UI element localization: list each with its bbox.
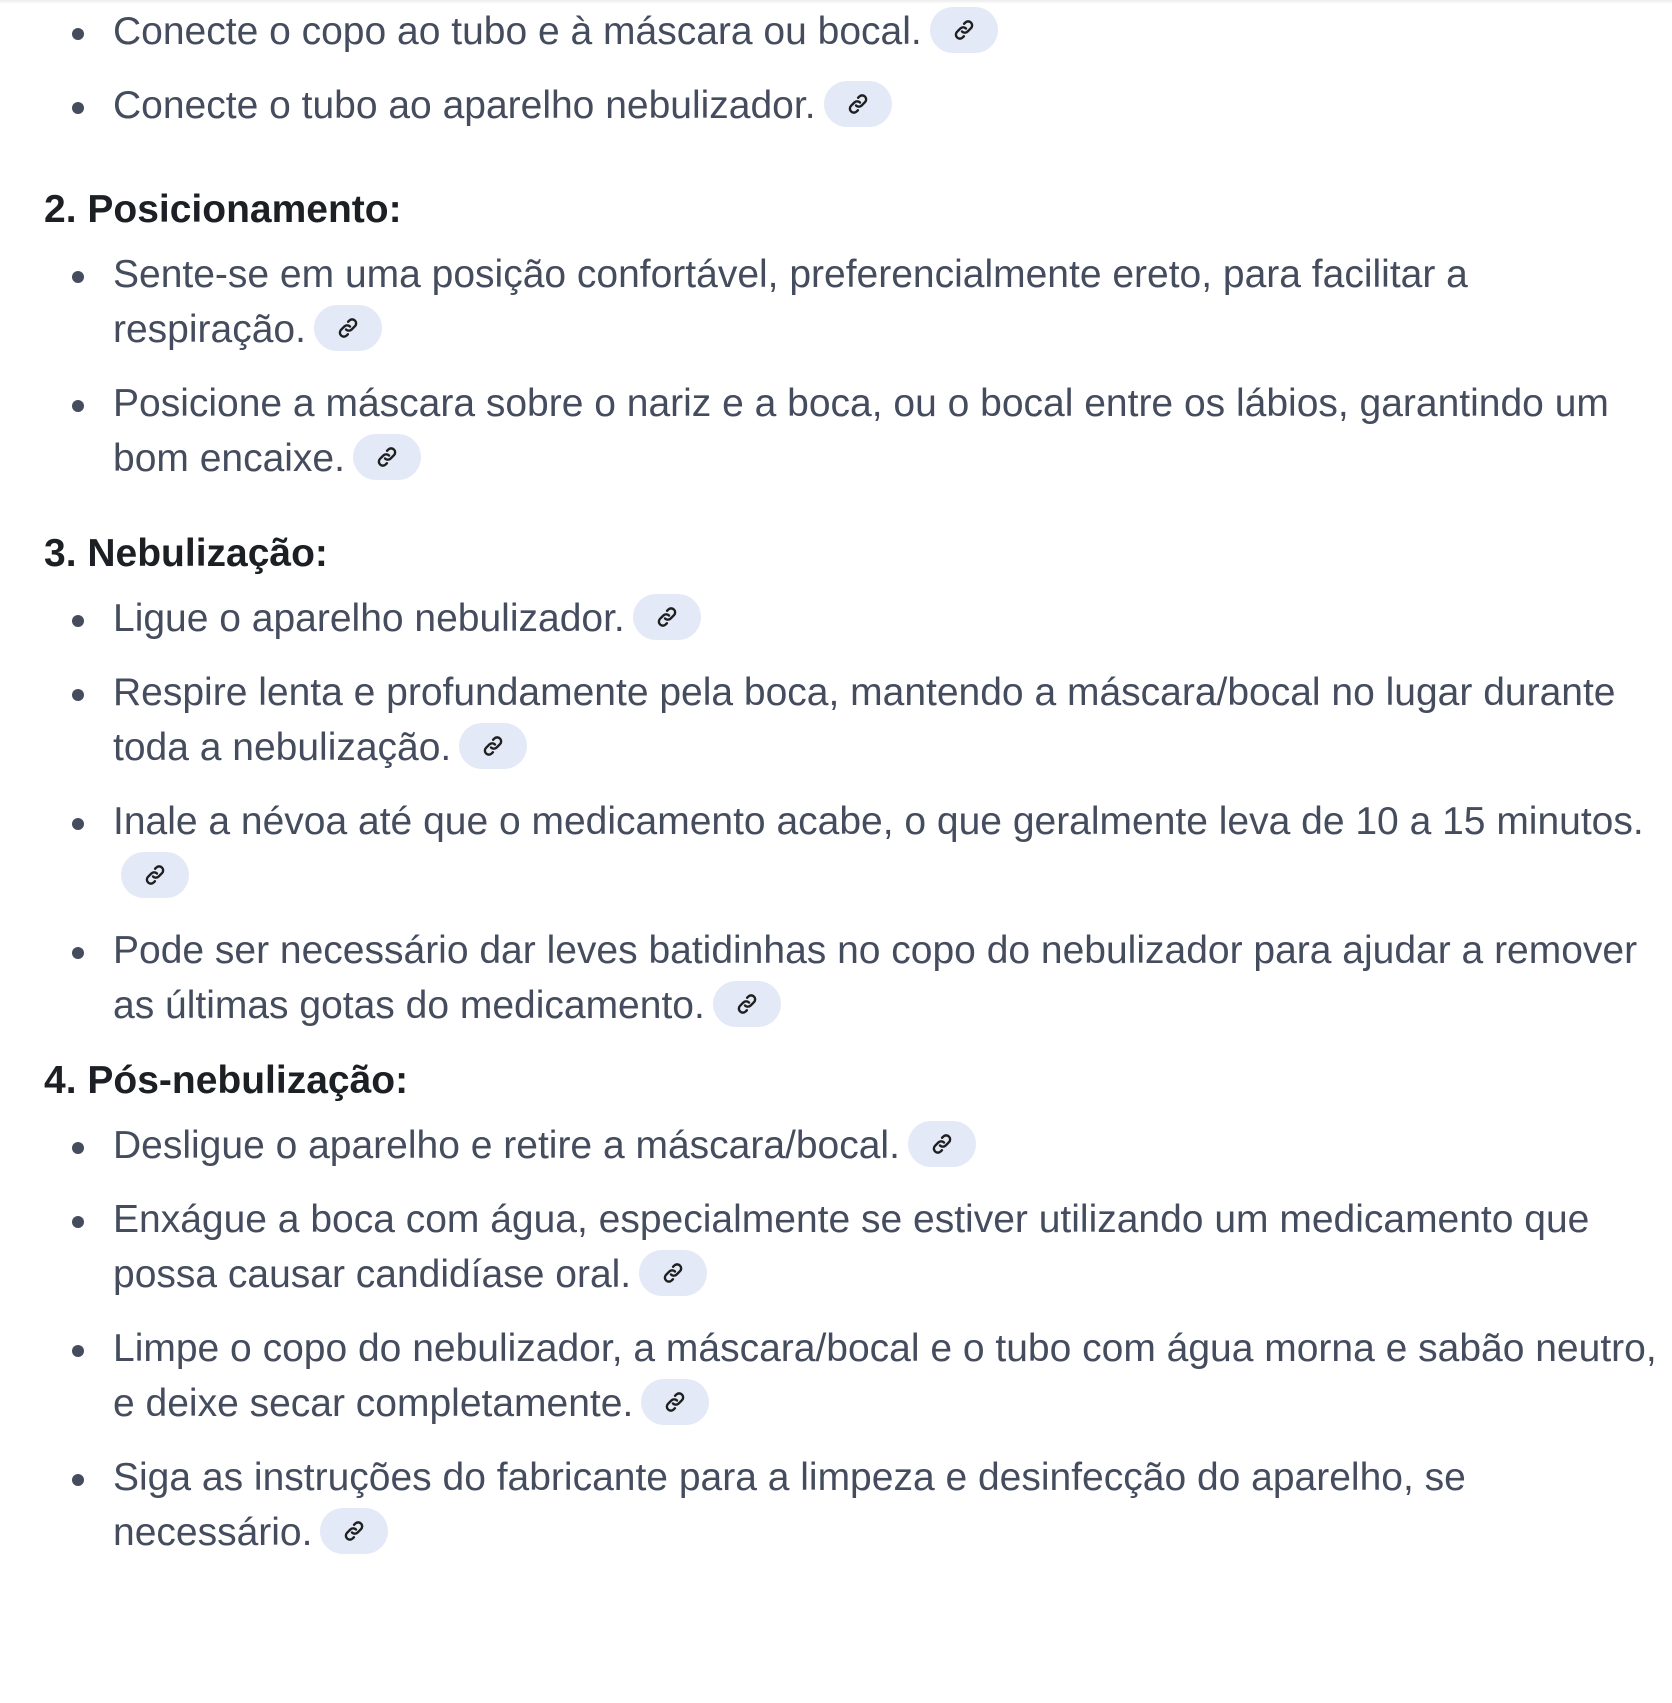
list-item-text: Posicione a máscara sobre o nariz e a boca, ou o bocal entre os lábios, garantindo um bom encaixe.	[113, 382, 1609, 480]
list-item	[44, 4, 1663, 59]
section-heading: 2. Posicionamento:	[44, 188, 402, 231]
source-link-button[interactable]	[353, 434, 421, 480]
section-4	[44, 1056, 1663, 1579]
link-icon	[143, 863, 167, 887]
link-icon	[661, 1261, 685, 1285]
list-item	[44, 1192, 1663, 1302]
link-icon	[952, 18, 976, 42]
section-1	[44, 4, 1663, 152]
link-icon	[481, 734, 505, 758]
list-item	[44, 376, 1663, 486]
source-link-button[interactable]	[459, 723, 527, 769]
list-item-text: Inale a névoa até que o medicamento acabe, o que geralmente leva de 10 a 15 minutos.	[113, 800, 1644, 843]
source-link-button[interactable]	[641, 1379, 709, 1425]
section-heading: 3. Nebulização:	[44, 532, 328, 575]
link-icon	[336, 316, 360, 340]
list-item	[44, 247, 1663, 357]
list-item-text: Siga as instruções do fabricante para a limpeza e desinfecção do aparelho, se necessário.	[113, 1456, 1466, 1554]
list-item-text: Conecte o tubo ao aparelho nebulizador.	[113, 84, 816, 127]
section-3	[44, 529, 1663, 1052]
list-item	[44, 1321, 1663, 1431]
list-item-text: Ligue o aparelho nebulizador.	[113, 597, 625, 640]
list-item	[44, 1450, 1663, 1560]
list-item-text: Enxágue a boca com água, especialmente se estiver utilizando um medicamento que possa causar candidíase oral.	[113, 1198, 1590, 1296]
step-list	[44, 1118, 1663, 1560]
link-icon	[663, 1390, 687, 1414]
section-2	[44, 185, 1663, 505]
section-heading: 4. Pós-nebulização:	[44, 1059, 409, 1102]
link-icon	[655, 605, 679, 629]
source-link-button[interactable]	[320, 1508, 388, 1554]
link-icon	[846, 92, 870, 116]
source-link-button[interactable]	[824, 81, 892, 127]
step-list	[44, 247, 1663, 486]
list-item	[44, 794, 1663, 904]
source-link-button[interactable]	[639, 1250, 707, 1296]
list-item	[44, 591, 1663, 646]
source-link-button[interactable]	[713, 981, 781, 1027]
list-item-text: Pode ser necessário dar leves batidinhas no copo do nebulizador para ajudar a remover as últimas gotas do medicamento.	[113, 929, 1638, 1027]
list-item-text: Respire lenta e profundamente pela boca, mantendo a máscara/bocal no lugar durante toda a nebulização.	[113, 671, 1616, 769]
source-link-button[interactable]	[633, 594, 701, 640]
source-link-button[interactable]	[121, 852, 189, 898]
list-item-text: Sente-se em uma posição confortável, preferencialmente ereto, para facilitar a respiração.	[113, 253, 1468, 351]
list-item	[44, 78, 1663, 133]
link-icon	[930, 1132, 954, 1156]
step-list	[44, 591, 1663, 1033]
list-item-text: Desligue o aparelho e retire a máscara/bocal.	[113, 1124, 900, 1167]
step-list	[44, 4, 1663, 133]
list-item	[44, 665, 1663, 775]
link-icon	[342, 1519, 366, 1543]
list-item-text: Conecte o copo ao tubo e à máscara ou bocal.	[113, 10, 922, 53]
list-item	[44, 923, 1663, 1033]
link-icon	[735, 992, 759, 1016]
source-link-button[interactable]	[908, 1121, 976, 1167]
source-link-button[interactable]	[930, 7, 998, 53]
list-item-text: Limpe o copo do nebulizador, a máscara/bocal e o tubo com água morna e sabão neutro, e deixe secar completamente.	[113, 1327, 1657, 1425]
source-link-button[interactable]	[314, 305, 382, 351]
link-icon	[375, 445, 399, 469]
list-item	[44, 1118, 1663, 1173]
